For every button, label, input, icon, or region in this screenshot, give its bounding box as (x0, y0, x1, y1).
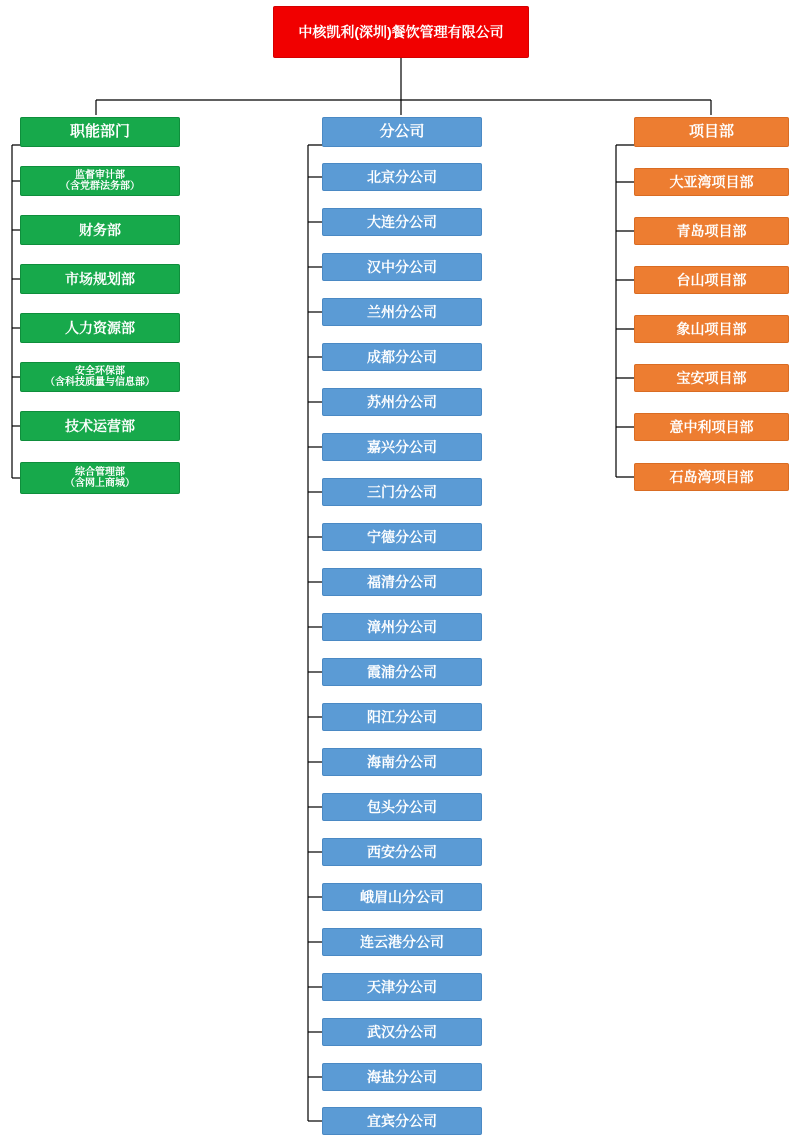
node-label: 武汉分公司 (367, 1023, 437, 1040)
node-branch-13[interactable] (322, 748, 482, 776)
node-label-line1: 技术运营部 (65, 417, 135, 434)
node-label-line2: （含网上商城） (65, 478, 135, 489)
node-root[interactable] (273, 6, 529, 58)
node-branch-2[interactable] (322, 253, 482, 281)
node-label: 分公司 (379, 123, 425, 141)
node-branch-14[interactable] (322, 793, 482, 821)
node-branch-1[interactable] (322, 208, 482, 236)
node-branch-6[interactable] (322, 433, 482, 461)
node-functional-3[interactable] (20, 313, 180, 343)
node-label: 中核凯利(深圳)餐饮管理有限公司 (298, 23, 504, 40)
node-functional-2[interactable] (20, 264, 180, 294)
node-label: 兰州分公司 (367, 303, 437, 320)
node-label: 包头分公司 (367, 798, 437, 815)
node-label: 天津分公司 (367, 978, 437, 995)
node-branch-16[interactable] (322, 883, 482, 911)
node-branch-19[interactable] (322, 1018, 482, 1046)
column-header-project[interactable] (634, 117, 789, 147)
node-branch-20[interactable] (322, 1063, 482, 1091)
node-label: 宁德分公司 (367, 528, 437, 545)
node-project-2[interactable] (634, 266, 789, 294)
node-label: 青岛项目部 (676, 222, 747, 239)
node-label: 嘉兴分公司 (367, 438, 437, 455)
node-label: 成都分公司 (367, 348, 437, 365)
node-label: 宜宾分公司 (367, 1112, 437, 1129)
node-label-line1: 监督审计部 (75, 169, 125, 181)
node-label: 台山项目部 (676, 271, 747, 288)
node-label-line1: 综合管理部 (75, 466, 125, 478)
node-branch-9[interactable] (322, 568, 482, 596)
node-label: 意中利项目部 (669, 418, 754, 435)
node-functional-4[interactable] (20, 362, 180, 392)
node-label: 海盐分公司 (367, 1068, 437, 1085)
node-label: 汉中分公司 (367, 258, 437, 275)
node-project-6[interactable] (634, 463, 789, 491)
node-functional-5[interactable] (20, 411, 180, 441)
node-label: 霞浦分公司 (367, 663, 437, 680)
node-label: 象山项目部 (676, 320, 747, 337)
node-project-5[interactable] (634, 413, 789, 441)
node-functional-6[interactable] (20, 462, 180, 494)
node-label: 职能部门 (69, 123, 130, 141)
node-functional-0[interactable] (20, 166, 180, 196)
node-branch-18[interactable] (322, 973, 482, 1001)
node-label-line1: 市场规划部 (65, 270, 135, 287)
node-project-3[interactable] (634, 315, 789, 343)
node-functional-1[interactable] (20, 215, 180, 245)
node-branch-11[interactable] (322, 658, 482, 686)
node-branch-15[interactable] (322, 838, 482, 866)
node-label: 西安分公司 (367, 843, 437, 860)
node-label-line1: 人力资源部 (65, 319, 135, 336)
node-branch-5[interactable] (322, 388, 482, 416)
node-label: 苏州分公司 (367, 393, 437, 410)
node-label: 北京分公司 (367, 168, 437, 185)
node-label-line1: 安全环保部 (75, 365, 125, 377)
node-label: 漳州分公司 (367, 618, 437, 635)
node-label: 项目部 (688, 123, 734, 141)
node-label: 峨眉山分公司 (360, 888, 444, 905)
column-header-functional[interactable] (20, 117, 180, 147)
node-label: 三门分公司 (367, 483, 437, 500)
node-label: 大亚湾项目部 (669, 173, 754, 190)
node-branch-10[interactable] (322, 613, 482, 641)
node-project-1[interactable] (634, 217, 789, 245)
node-label: 海南分公司 (367, 753, 437, 770)
node-label-line1: 财务部 (79, 221, 121, 238)
node-label: 福清分公司 (367, 573, 437, 590)
node-label-line2: （含党群法务部） (60, 181, 140, 192)
column-header-branch[interactable] (322, 117, 482, 147)
node-branch-21[interactable] (322, 1107, 482, 1135)
node-branch-17[interactable] (322, 928, 482, 956)
node-branch-12[interactable] (322, 703, 482, 731)
node-project-4[interactable] (634, 364, 789, 392)
node-branch-0[interactable] (322, 163, 482, 191)
node-label: 宝安项目部 (676, 369, 747, 386)
node-project-0[interactable] (634, 168, 789, 196)
node-label: 连云港分公司 (360, 933, 444, 950)
node-label: 大连分公司 (367, 213, 437, 230)
node-label: 石岛湾项目部 (669, 468, 754, 485)
node-label-line2: （含科技质量与信息部） (45, 377, 155, 388)
node-branch-8[interactable] (322, 523, 482, 551)
node-branch-3[interactable] (322, 298, 482, 326)
node-label: 阳江分公司 (367, 708, 437, 725)
node-branch-4[interactable] (322, 343, 482, 371)
node-branch-7[interactable] (322, 478, 482, 506)
